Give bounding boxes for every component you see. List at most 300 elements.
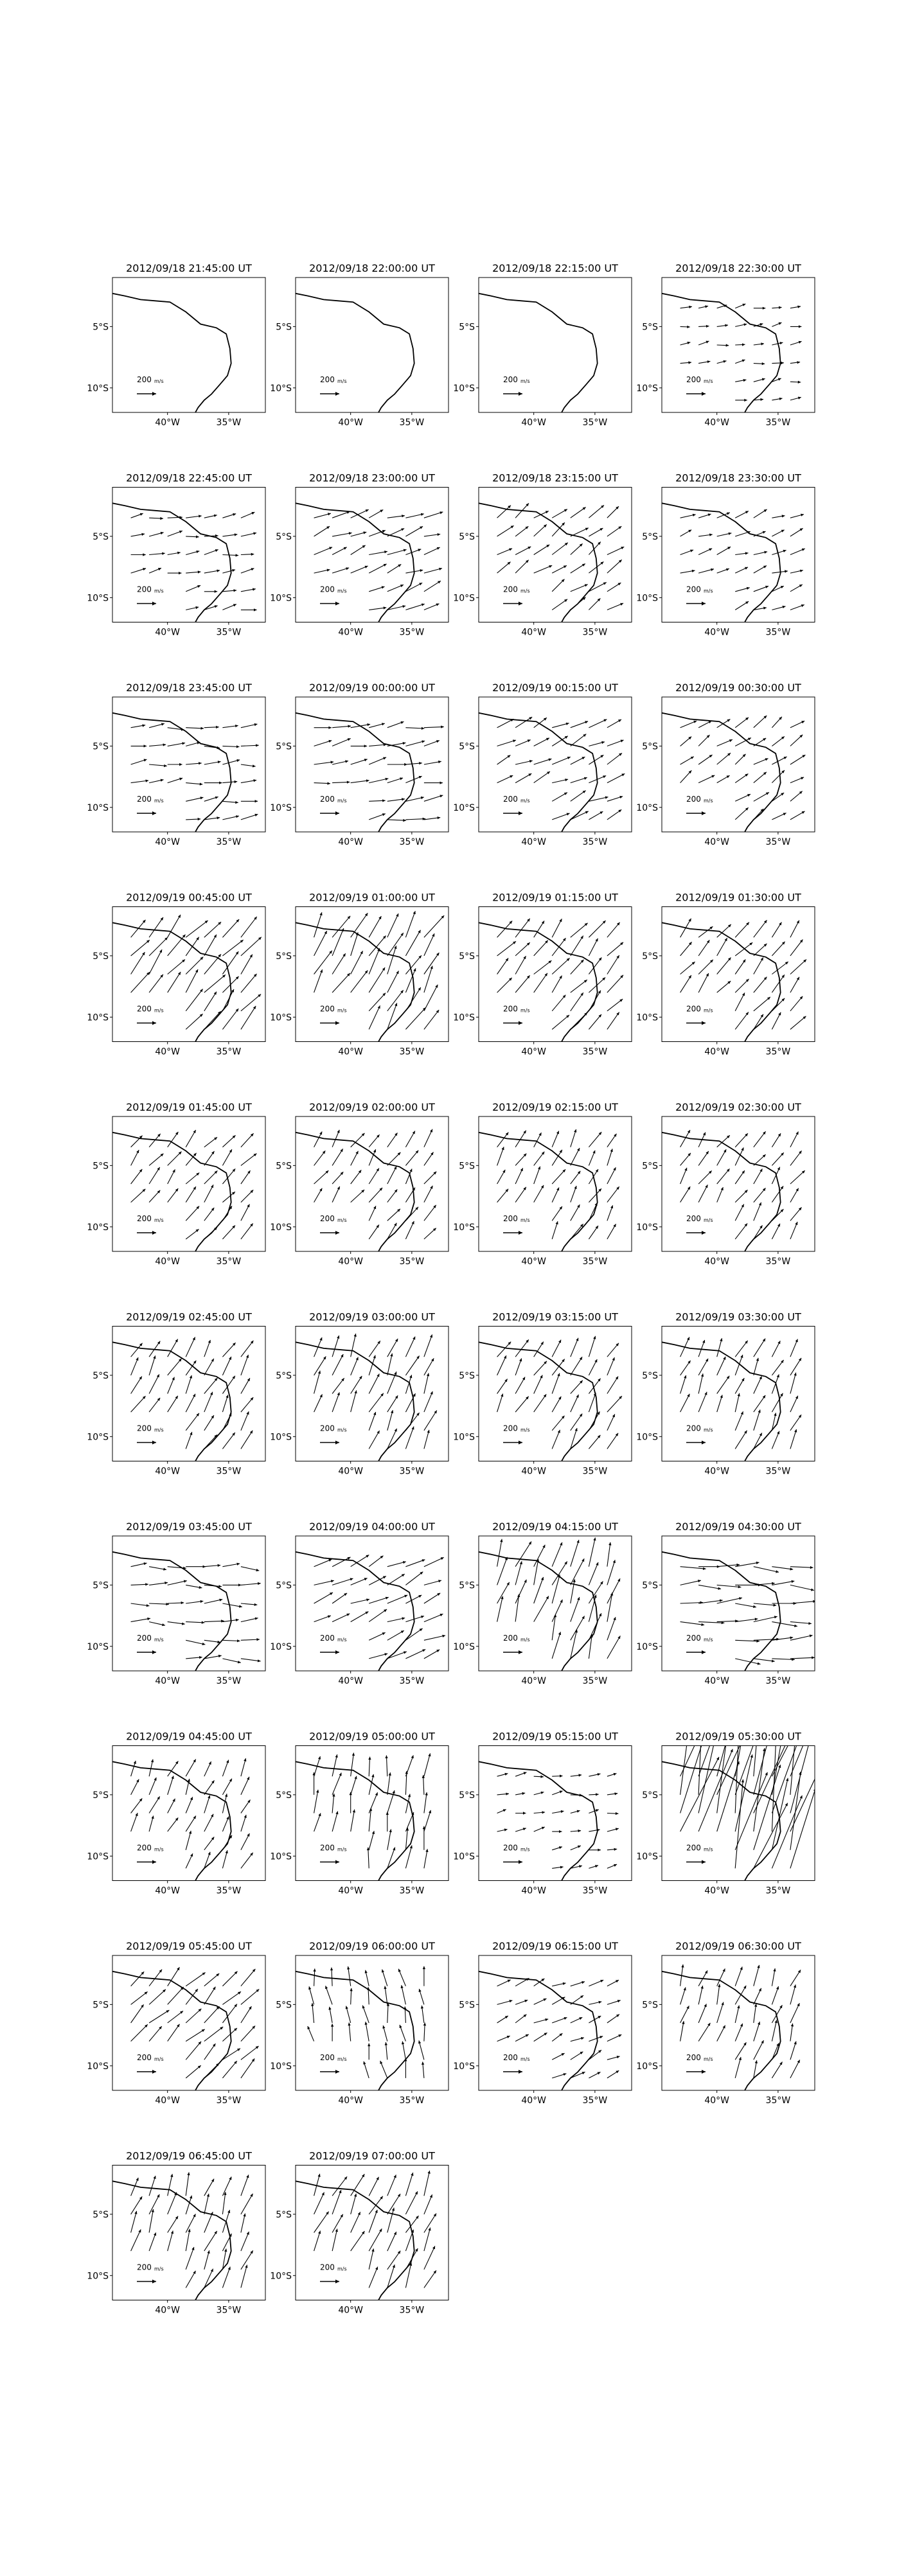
wind-vector-head (366, 779, 369, 782)
y-tick-label: 10°S (270, 383, 292, 394)
wind-vector (351, 509, 369, 518)
wind-vector-head (420, 569, 423, 572)
wind-vector (131, 940, 150, 956)
x-tick-label: 40°W (338, 418, 364, 428)
y-tick-label: 10°S (453, 1851, 475, 1862)
wind-vector-head (382, 813, 386, 816)
reference-vector-label: 200 (320, 1634, 335, 1643)
wind-vector (241, 1969, 256, 1986)
y-tick-label: 10°S (636, 1432, 658, 1443)
wind-vector (424, 1636, 445, 1640)
wind-vector-head (758, 1584, 761, 1586)
wind-vector (589, 1014, 601, 1029)
wind-vector-head (778, 1765, 781, 1768)
wind-vector-head (513, 739, 516, 742)
wind-vector (698, 1373, 703, 1393)
wind-vector-head (812, 1656, 815, 1659)
wind-vector (698, 973, 709, 992)
wind-vector (332, 1354, 343, 1375)
wind-vector (717, 2002, 724, 2023)
wind-vector (314, 762, 334, 764)
wind-vector-head (140, 513, 143, 516)
map-panel (270, 1521, 449, 1686)
y-tick-label: 5°S (642, 531, 658, 542)
panel-title: 2012/09/18 22:00:00 UT (309, 262, 435, 274)
panel-title: 2012/09/19 03:15:00 UT (492, 1310, 618, 1323)
reference-vector-head (519, 811, 522, 815)
x-tick-label: 35°W (582, 837, 608, 847)
wind-vector-head (508, 755, 511, 757)
wind-vector-head (434, 2270, 436, 2273)
wind-vector (241, 2059, 254, 2078)
wind-vector (351, 2194, 357, 2214)
wind-vector (131, 2211, 137, 2233)
y-tick-label: 10°S (453, 1641, 475, 1652)
wind-vector (497, 1539, 502, 1567)
wind-vector-head (756, 1562, 759, 1564)
wind-vector-head (794, 2042, 797, 2045)
wind-vector-head (614, 1773, 617, 1776)
wind-vector (222, 1009, 238, 1029)
wind-vector (424, 985, 438, 1011)
wind-vector-head (235, 801, 238, 804)
wind-vector (589, 719, 607, 728)
quiver-arrows (680, 1562, 816, 1665)
coastline (296, 1133, 414, 1258)
wind-vector-head (330, 1968, 333, 1971)
wind-vector (241, 955, 253, 975)
coastline (662, 1552, 781, 1677)
wind-vector (754, 1567, 779, 1573)
wind-vector (314, 912, 322, 937)
x-tick-label: 35°W (216, 1257, 242, 1267)
wind-vector (790, 1622, 812, 1624)
wind-vector (405, 987, 420, 1011)
wind-vector-head (255, 1618, 258, 1620)
wind-vector-head (219, 1599, 222, 1601)
wind-vector (222, 2267, 230, 2288)
wind-vector (222, 2177, 231, 2196)
wind-vector (571, 1338, 578, 1357)
map-panel (636, 262, 815, 428)
wind-vector-head (596, 1226, 598, 1229)
panel-title: 2012/09/19 01:30:00 UT (675, 891, 801, 904)
wind-vector (589, 1562, 598, 1585)
wind-vector-head (423, 2023, 426, 2026)
wind-vector (222, 1972, 237, 1986)
wind-vector (332, 1794, 334, 1813)
wind-vector-head (575, 1428, 578, 1431)
x-tick-label: 40°W (521, 627, 547, 638)
wind-vector (571, 1616, 585, 1641)
reference-vector-head (702, 1441, 706, 1445)
wind-vector-head (402, 605, 405, 608)
panel-title: 2012/09/18 23:30:00 UT (675, 472, 801, 484)
wind-vector (241, 994, 261, 1011)
wind-vector-head (722, 1707, 724, 1710)
wind-vector (790, 996, 803, 1011)
wind-vector (772, 1567, 793, 1569)
x-tick-label: 40°W (155, 1257, 181, 1267)
wind-vector-head (703, 1567, 706, 1570)
y-tick-label: 10°S (87, 383, 109, 394)
wind-vector (424, 1614, 443, 1621)
wind-vector (698, 1359, 708, 1375)
wind-vector (204, 975, 226, 992)
wind-vector-head (790, 1636, 794, 1639)
wind-vector-head (236, 745, 240, 748)
wind-vector-head (254, 723, 258, 726)
reference-vector-unit: m/s (520, 378, 530, 384)
wind-vector (497, 740, 516, 746)
wind-vector-head (798, 381, 801, 384)
reference-vector-unit: m/s (704, 1007, 713, 1014)
map-panel (87, 2150, 265, 2316)
y-tick-label: 5°S (642, 741, 658, 752)
wind-vector-head (580, 1414, 582, 1417)
wind-vector-head (196, 535, 199, 538)
wind-vector-head (253, 588, 256, 590)
wind-vector (131, 1813, 138, 1831)
reference-vector-label: 200 (503, 1214, 518, 1223)
coastline (662, 1133, 781, 1258)
wind-vector (222, 1343, 235, 1357)
wind-vector-head (753, 1605, 756, 1608)
panel-title: 2012/09/19 04:00:00 UT (309, 1521, 435, 1533)
reference-vector-unit: m/s (337, 1846, 347, 1853)
wind-vector (149, 949, 162, 974)
reference-vector-label: 200 (320, 1214, 335, 1223)
wind-vector (717, 1984, 720, 2005)
wind-vector-head (500, 1539, 502, 1542)
wind-vector (735, 1986, 746, 2005)
wind-vector-head (582, 1981, 585, 1984)
wind-vector-head (523, 1187, 526, 1190)
wind-vector-head (579, 1865, 582, 1867)
wind-vector (754, 1409, 760, 1430)
wind-vector (186, 2247, 194, 2270)
wind-vector (314, 1592, 333, 1603)
wind-vector-head (367, 723, 370, 726)
wind-vector-head (773, 1968, 776, 1972)
wind-vector (405, 526, 423, 536)
panel-title: 2012/09/19 01:15:00 UT (492, 891, 618, 904)
reference-vector-unit: m/s (520, 1217, 530, 1223)
wind-vector (332, 1378, 344, 1393)
wind-vector (149, 1989, 166, 2005)
wind-vector (312, 2003, 314, 2023)
reference-vector-unit: m/s (520, 1637, 530, 1643)
x-tick-label: 35°W (216, 2305, 242, 2316)
map-panel (636, 1101, 815, 1267)
wind-vector-head (420, 1628, 423, 1631)
wind-vector (589, 1393, 596, 1412)
map-panel (453, 892, 632, 1057)
axes-frame (296, 1955, 449, 2090)
wind-vector-head (373, 1412, 376, 1415)
wind-vector-head (193, 1361, 196, 1364)
wind-vector (351, 2212, 360, 2232)
x-tick-label: 35°W (399, 627, 425, 638)
wind-vector-head (177, 2024, 179, 2027)
wind-vector (405, 1375, 411, 1393)
panel-title: 2012/09/18 23:15:00 UT (492, 472, 618, 484)
y-tick-label: 5°S (459, 531, 475, 542)
x-tick-label: 40°W (521, 1676, 547, 1686)
reference-vector-label: 200 (137, 1424, 152, 1433)
wind-vector-head (362, 2231, 364, 2234)
wind-vector (772, 1186, 783, 1202)
wind-vector (222, 919, 239, 937)
reference-vector-head (335, 1021, 339, 1025)
wind-vector-head (438, 761, 441, 763)
x-tick-label: 40°W (155, 1046, 181, 1057)
y-tick-label: 10°S (270, 802, 292, 813)
wind-vector (735, 1431, 747, 1449)
wind-vector-head (366, 1598, 369, 1601)
wind-vector-head (141, 533, 145, 536)
wind-vector-head (706, 325, 709, 328)
map-panel (87, 1101, 265, 1267)
panel-title: 2012/09/19 00:15:00 UT (492, 682, 618, 694)
axes-frame (662, 697, 815, 832)
wind-vector-head (742, 360, 745, 362)
wind-vector-head (436, 740, 440, 743)
x-tick-label: 35°W (765, 1046, 791, 1057)
wind-vector (149, 2194, 159, 2214)
wind-vector (168, 972, 181, 992)
panel-title: 2012/09/18 23:45:00 UT (126, 682, 252, 694)
wind-vector-head (398, 2251, 400, 2254)
reference-vector-head (335, 2070, 339, 2074)
wind-vector-head (198, 570, 201, 573)
wind-vector (326, 1986, 332, 2004)
wind-vector (735, 1740, 738, 1813)
wind-vector (204, 1185, 213, 1202)
wind-vector-head (389, 1830, 392, 1833)
wind-vector-head (226, 1395, 228, 1398)
wind-vector-head (225, 1794, 227, 1797)
wind-vector (387, 946, 396, 974)
wind-vector-head (727, 1725, 729, 1728)
wind-vector-head (247, 1170, 250, 1174)
wind-vector (735, 1603, 756, 1607)
wind-vector (387, 550, 407, 555)
reference-vector-unit: m/s (520, 798, 530, 804)
wind-vector (790, 1984, 795, 2004)
wind-vector-head (350, 1988, 352, 1991)
reference-vector-head (152, 392, 156, 396)
reference-vector-head (335, 1650, 339, 1654)
wind-vector-head (596, 1793, 599, 1795)
wind-vector-head (401, 933, 404, 936)
wind-vector-head (781, 1186, 783, 1189)
wind-vector-head (688, 1722, 691, 1725)
wind-vector (754, 1659, 775, 1661)
wind-vector (607, 1357, 615, 1375)
wind-vector (772, 942, 785, 956)
wind-vector-head (758, 2022, 760, 2025)
wind-vector (222, 1413, 231, 1431)
coastline (112, 2181, 231, 2306)
coastline (296, 1342, 414, 1467)
x-tick-label: 35°W (216, 1046, 242, 1057)
quiver-arrows (680, 716, 806, 820)
panel-title: 2012/09/19 04:30:00 UT (675, 1521, 801, 1533)
wind-vector (754, 1965, 759, 1986)
x-tick-label: 40°W (338, 2305, 364, 2316)
wind-vector (241, 1341, 254, 1357)
y-tick-label: 5°S (459, 1370, 475, 1381)
wind-vector-head (597, 1829, 600, 1831)
wind-vector (241, 1223, 253, 1239)
wind-vector (332, 1773, 341, 1795)
panel-title: 2012/09/19 02:45:00 UT (126, 1310, 252, 1323)
panel-title: 2012/09/18 23:00:00 UT (309, 472, 435, 484)
y-tick-label: 10°S (87, 1851, 109, 1862)
wind-vector (204, 1359, 214, 1375)
wind-vector (424, 1430, 429, 1449)
wind-vector (680, 1337, 689, 1357)
wind-vector-head (238, 1991, 241, 1994)
wind-vector-head (386, 778, 389, 781)
x-tick-label: 40°W (155, 1885, 181, 1896)
wind-vector (423, 1775, 424, 1795)
reference-vector-label: 200 (686, 375, 701, 384)
reference-vector-label: 200 (137, 2053, 152, 2062)
wind-vector-head (382, 799, 386, 802)
wind-vector-head (384, 606, 387, 609)
axes-frame (479, 278, 632, 412)
y-tick-label: 5°S (459, 951, 475, 962)
wind-vector (515, 1594, 519, 1621)
map-panel (453, 1731, 632, 1896)
wind-vector (186, 921, 208, 937)
wind-vector-head (402, 2042, 404, 2045)
map-panel (453, 262, 632, 428)
reference-vector-unit: m/s (337, 2056, 347, 2062)
wind-vector-head (373, 1355, 376, 1359)
wind-vector-head (348, 725, 351, 727)
wind-vector-head (792, 1580, 795, 1583)
wind-vector-head (213, 2043, 215, 2047)
wind-vector (204, 2194, 209, 2214)
y-tick-label: 10°S (636, 2061, 658, 2072)
y-tick-label: 5°S (642, 1580, 658, 1591)
panel-title: 2012/09/19 06:30:00 UT (675, 1940, 801, 1952)
y-tick-label: 10°S (636, 1012, 658, 1023)
wind-vector (149, 917, 163, 937)
wind-vector-head (382, 1970, 384, 1973)
wind-vector-head (421, 1616, 424, 1618)
wind-vector-head (368, 1757, 371, 1760)
wind-vector-head (244, 1815, 247, 1818)
reference-vector-head (335, 811, 339, 815)
wind-vector (204, 1973, 219, 1986)
wind-vector (607, 1636, 621, 1659)
wind-vector (387, 2003, 388, 2023)
wind-vector (607, 1012, 619, 1030)
wind-vector-head (812, 1727, 814, 1730)
axes-frame (296, 278, 449, 412)
x-tick-label: 40°W (338, 1885, 364, 1896)
wind-vector (424, 2246, 435, 2269)
wind-vector (351, 724, 370, 727)
wind-vector (772, 2062, 782, 2078)
wind-vector-head (709, 755, 713, 757)
wind-vector-head (740, 1355, 743, 1358)
wind-vector (772, 1622, 797, 1627)
wind-vector (186, 1394, 195, 1412)
wind-vector (680, 1622, 705, 1625)
wind-vector (241, 2194, 253, 2214)
wind-vector (222, 1603, 242, 1607)
x-tick-label: 40°W (704, 1676, 730, 1686)
wind-vector (241, 937, 262, 956)
wind-vector (241, 1431, 253, 1449)
wind-vector-head (779, 306, 782, 309)
wind-vector-head (236, 951, 238, 955)
wind-vector (222, 2049, 240, 2060)
wind-vector-head (429, 1810, 431, 1813)
wind-vector-head (199, 762, 202, 764)
reference-vector-unit: m/s (704, 1427, 713, 1433)
reference-vector-label: 200 (503, 1004, 518, 1014)
wind-vector-head (318, 1756, 321, 1760)
wind-vector (351, 951, 363, 974)
wind-vector (607, 1542, 610, 1567)
wind-vector (735, 1393, 740, 1412)
wind-vector (387, 1410, 393, 1431)
wind-vector-head (504, 1828, 508, 1831)
y-tick-label: 5°S (459, 1161, 475, 1172)
wind-vector (552, 1416, 564, 1431)
wind-vector (369, 1597, 389, 1603)
wind-vector-head (328, 740, 332, 743)
panel-title: 2012/09/19 03:45:00 UT (126, 1521, 252, 1533)
wind-vector-head (256, 1638, 260, 1641)
wind-vector-head (227, 2210, 230, 2213)
wind-vector-head (598, 2001, 601, 2004)
y-tick-label: 10°S (87, 2271, 109, 2282)
wind-vector (790, 1170, 805, 1184)
wind-vector-head (218, 1655, 222, 1657)
wind-vector (241, 2232, 249, 2251)
wind-vector (332, 739, 351, 746)
x-tick-label: 40°W (704, 1466, 730, 1477)
wind-vector-head (421, 797, 424, 799)
x-tick-label: 35°W (765, 1466, 791, 1477)
reference-vector-label: 200 (686, 1424, 701, 1433)
wind-vector (515, 975, 530, 992)
x-tick-label: 35°W (216, 1885, 242, 1896)
wind-vector (405, 955, 422, 974)
y-tick-label: 10°S (453, 802, 475, 813)
reference-vector-unit: m/s (337, 588, 347, 594)
wind-vector (424, 1557, 444, 1566)
wind-vector (552, 1015, 569, 1029)
y-tick-label: 10°S (636, 1222, 658, 1233)
reference-vector-head (519, 1231, 522, 1235)
wind-vector (552, 1340, 561, 1357)
wind-vector (497, 958, 509, 974)
reference-vector-label: 200 (503, 2053, 518, 2062)
axes-frame (479, 1116, 632, 1251)
wind-vector-head (151, 1760, 154, 1763)
wind-vector (571, 1579, 575, 1603)
x-tick-label: 35°W (216, 627, 242, 638)
wind-vector-head (402, 1617, 405, 1619)
